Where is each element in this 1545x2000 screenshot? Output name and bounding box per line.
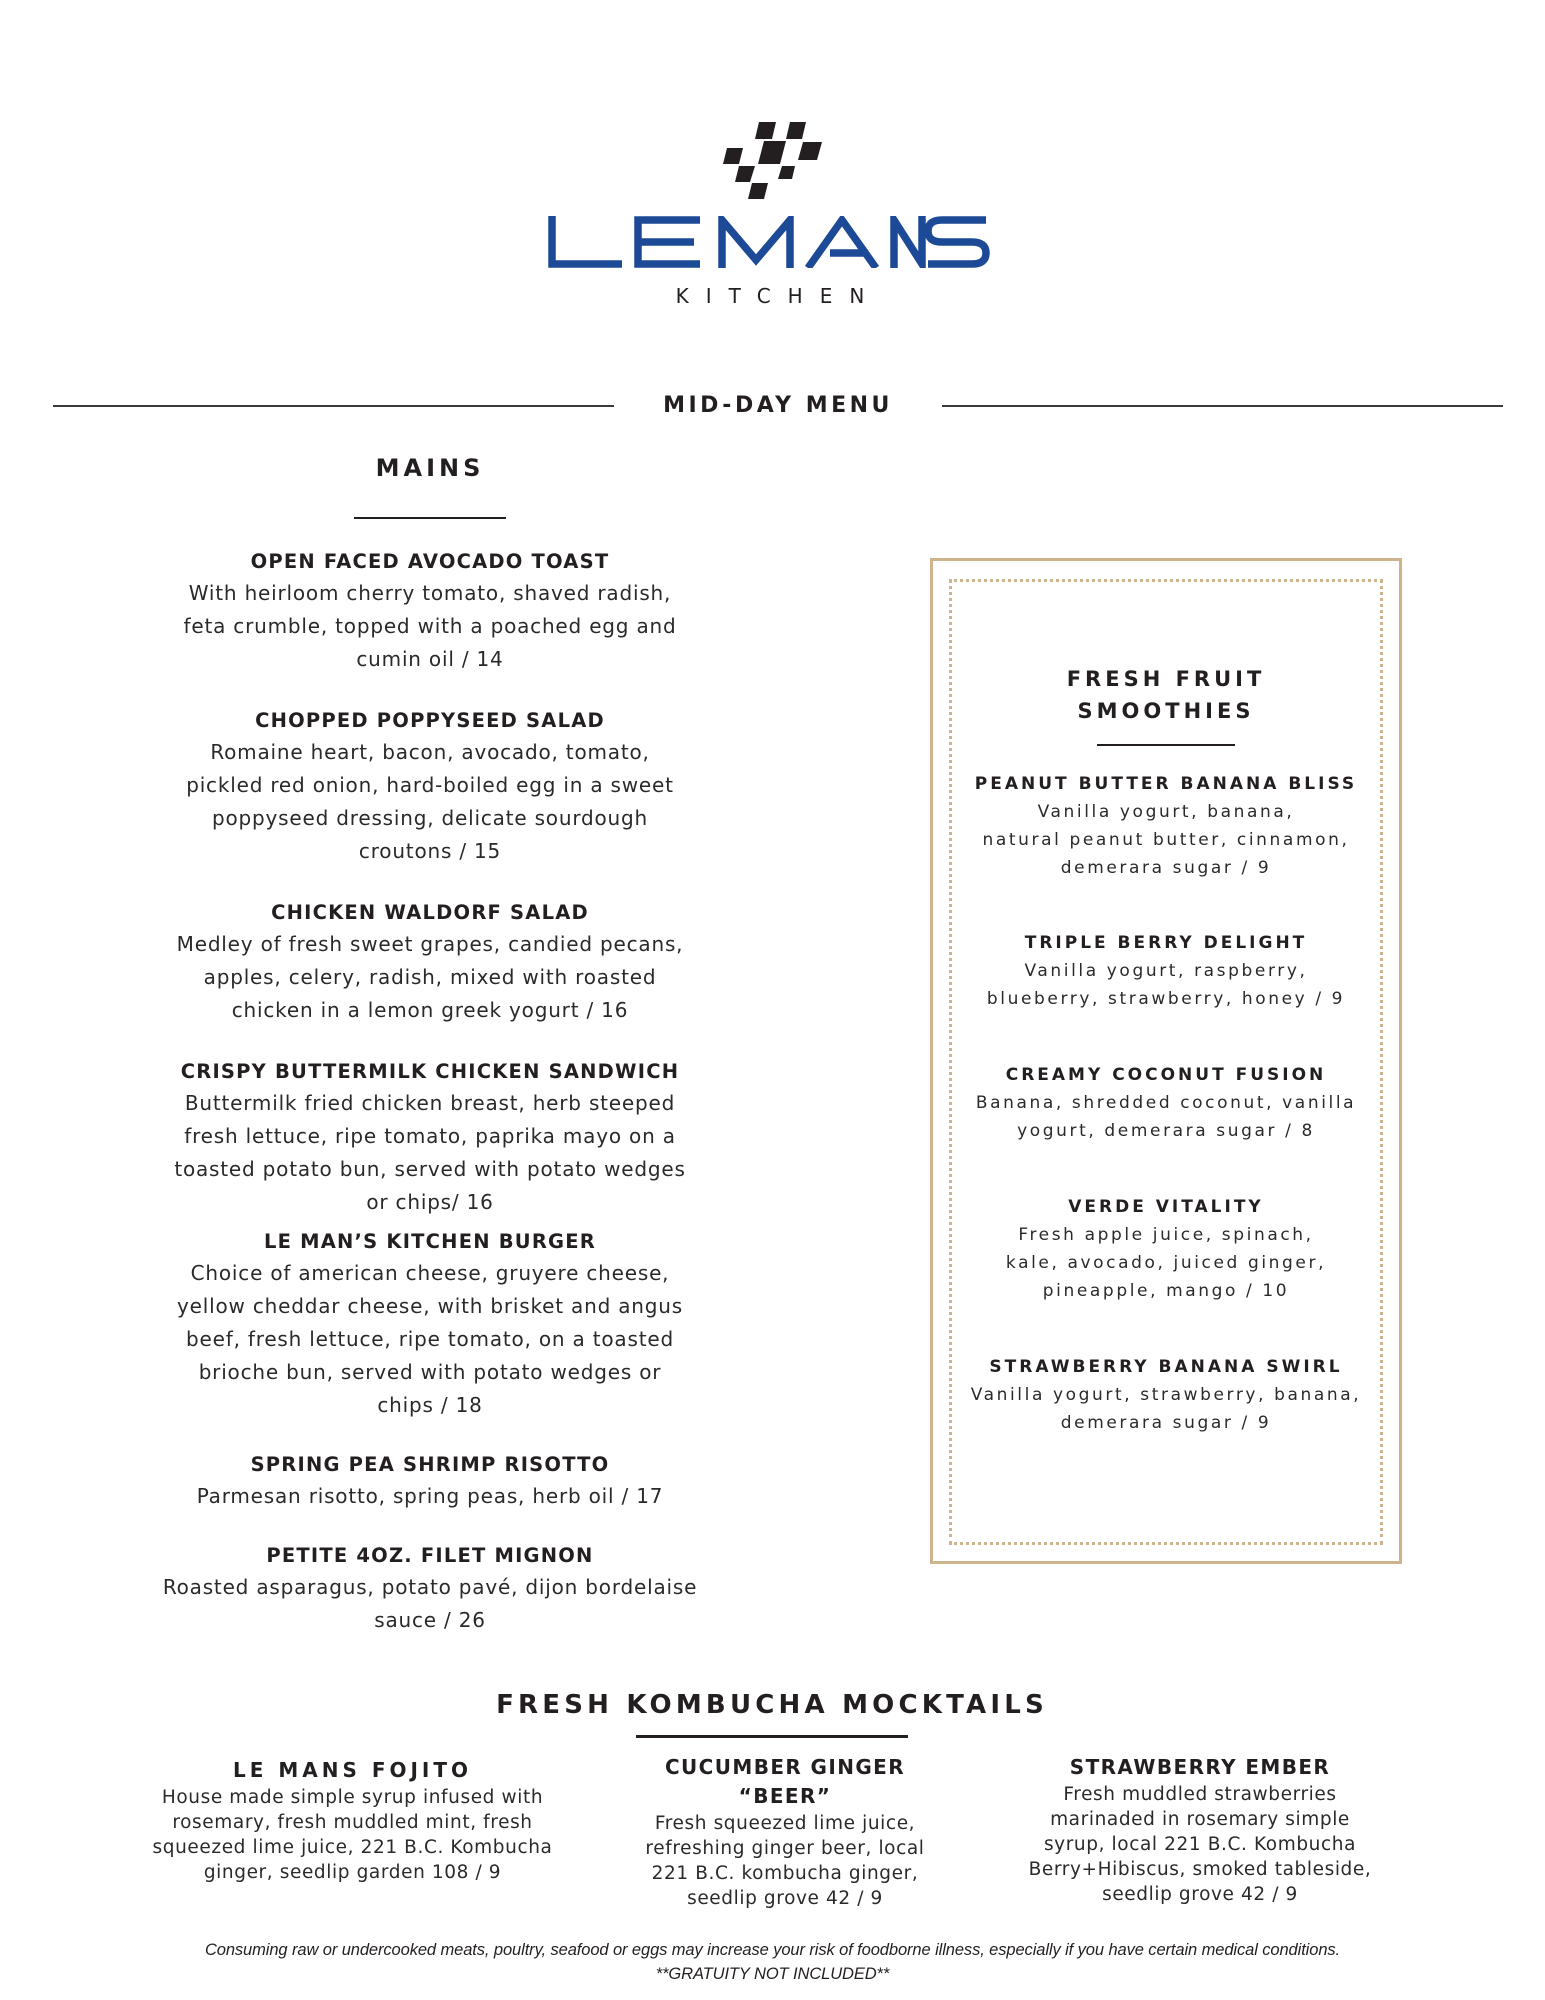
desc-line: refreshing ginger beer, local <box>645 1838 925 1859</box>
item-name: TRIPLE BERRY DELIGHT <box>1024 933 1308 953</box>
item-description <box>140 1087 720 1219</box>
item-name <box>140 1756 565 1785</box>
desc-line: croutons / 15 <box>358 839 502 863</box>
title-line: SMOOTHIES <box>1077 699 1255 723</box>
desc-line: Buttermilk fried chicken breast, herb steeped <box>184 1091 676 1115</box>
desc-line: beef, fresh lettuce, ripe tomato, on a toasted <box>186 1327 674 1351</box>
desc-line: natural peanut butter, cinnamon, <box>982 830 1350 850</box>
desc-line: With heirloom cherry tomato, shaved radish, <box>188 581 672 605</box>
desc-line: demerara sugar / 9 <box>1060 858 1272 878</box>
desc-line: Vanilla yogurt, banana, <box>1037 802 1295 822</box>
kombucha-title: FRESH KOMBUCHA MOCKTAILS <box>496 1690 1048 1720</box>
item-name: PEANUT BUTTER BANANA BLISS <box>974 774 1358 794</box>
desc-line: ginger, seedlip garden 108 / 9 <box>203 1862 502 1883</box>
mains-section <box>140 450 720 1637</box>
checkered-flag-icon <box>700 110 830 210</box>
item-description <box>933 1089 1399 1145</box>
smoothie-item <box>933 770 1399 882</box>
menu-item <box>140 1057 720 1219</box>
item-name <box>1010 1753 1390 1782</box>
desc-line: yogurt, demerara sugar / 8 <box>1017 1121 1315 1141</box>
desc-line: House made simple syrup infused with <box>161 1787 544 1808</box>
item-name: VERDE VITALITY <box>1068 1197 1264 1217</box>
desc-line: rosemary, fresh muddled mint, fresh <box>172 1812 533 1833</box>
desc-line: blueberry, strawberry, honey / 9 <box>986 989 1346 1009</box>
item-name: CREAMY COCONUT FUSION <box>1005 1065 1327 1085</box>
desc-line: Vanilla yogurt, raspberry, <box>1024 961 1308 981</box>
desc-line: sauce / 26 <box>374 1608 486 1632</box>
item-name: LE MAN’S KITCHEN BURGER <box>264 1230 596 1253</box>
menu-item <box>140 898 720 1027</box>
item-description <box>140 1257 720 1422</box>
kombucha-title-underline <box>636 1735 908 1738</box>
desc-line: chips / 18 <box>377 1393 483 1417</box>
desc-line: Berry+Hibiscus, smoked tableside, <box>1028 1859 1372 1880</box>
desc-line: Fresh apple juice, spinach, <box>1018 1225 1314 1245</box>
desc-line: fresh lettuce, ripe tomato, paprika mayo on a <box>184 1124 676 1148</box>
desc-line: poppyseed dressing, delicate sourdough <box>212 806 648 830</box>
name-line: “BEER” <box>738 1784 832 1808</box>
smoothie-item <box>933 929 1399 1013</box>
desc-line: demerara sugar / 9 <box>1060 1413 1272 1433</box>
desc-line: Medley of fresh sweet grapes, candied pecans, <box>176 932 684 956</box>
desc-line: Parmesan risotto, spring peas, herb oil / 17 <box>196 1484 664 1508</box>
item-description <box>140 928 720 1027</box>
item-name: PETITE 4OZ. FILET MIGNON <box>266 1544 594 1567</box>
desc-line: pickled red onion, hard-boiled egg in a sweet <box>186 773 674 797</box>
desc-line: Banana, shredded coconut, vanilla <box>975 1093 1357 1113</box>
mains-title: MAINS <box>375 454 485 482</box>
desc-line: Fresh muddled strawberries <box>1063 1784 1337 1805</box>
desc-line: Vanilla yogurt, strawberry, banana, <box>970 1385 1362 1405</box>
item-description <box>933 957 1399 1013</box>
item-description <box>140 1480 720 1513</box>
name-line: CUCUMBER GINGER <box>664 1755 906 1779</box>
item-description <box>140 1571 720 1637</box>
mocktail-item <box>620 1753 950 1911</box>
smoothie-item <box>933 1061 1399 1145</box>
desc-line: Romaine heart, bacon, avocado, tomato, <box>210 740 650 764</box>
item-description <box>933 798 1399 882</box>
desc-line: feta crumble, topped with a poached egg and <box>183 614 677 638</box>
name-line: STRAWBERRY EMBER <box>1069 1755 1331 1779</box>
desc-line: squeezed lime juice, 221 B.C. Kombucha <box>152 1837 553 1858</box>
item-description <box>1010 1782 1390 1907</box>
title-line: FRESH FRUIT <box>1066 667 1266 691</box>
name-line: LE MANS FOJITO <box>232 1758 473 1782</box>
food-safety-notice: Consuming raw or undercooked meats, poultry, seafood or eggs may increase your risk of foodborne illness, especially if you have certain medical conditions. <box>204 1941 1341 1959</box>
brand-wordmark <box>548 216 990 268</box>
item-name: CHICKEN WALDORF SALAD <box>271 901 589 924</box>
desc-line: seedlip grove 42 / 9 <box>687 1888 883 1909</box>
desc-line: syrup, local 221 B.C. Kombucha <box>1043 1834 1357 1855</box>
item-name: OPEN FACED AVOCADO TOAST <box>250 550 610 573</box>
desc-line: Roasted asparagus, potato pavé, dijon bordelaise <box>162 1575 698 1599</box>
item-description <box>933 1381 1399 1437</box>
divider-left <box>53 405 614 407</box>
smoothie-item <box>933 1353 1399 1437</box>
item-description <box>140 1785 565 1885</box>
desc-line: kale, avocado, juiced ginger, <box>1005 1253 1327 1273</box>
smoothies-title <box>933 663 1399 727</box>
menu-item <box>140 547 720 676</box>
menu-title: MID-DAY MENU <box>663 393 893 418</box>
mains-title-underline <box>354 517 506 519</box>
item-name <box>620 1753 950 1811</box>
item-name: STRAWBERRY BANANA SWIRL <box>989 1357 1343 1377</box>
desc-line: Choice of american cheese, gruyere cheese, <box>190 1261 670 1285</box>
divider-right <box>942 405 1503 407</box>
mocktail-item <box>140 1756 565 1885</box>
desc-line: or chips/ 16 <box>366 1190 494 1214</box>
desc-line: 221 B.C. kombucha ginger, <box>651 1863 919 1884</box>
smoothies-section <box>933 663 1399 1437</box>
desc-line: seedlip grove 42 / 9 <box>1102 1884 1298 1905</box>
smoothies-title-underline <box>1097 744 1235 746</box>
desc-line: apples, celery, radish, mixed with roasted <box>203 965 657 989</box>
footer-disclaimer <box>40 1938 1505 1986</box>
item-name: SPRING PEA SHRIMP RISOTTO <box>250 1453 610 1476</box>
desc-line: chicken in a lemon greek yogurt / 16 <box>231 998 629 1022</box>
item-name: CHOPPED POPPYSEED SALAD <box>255 709 605 732</box>
brand-subtitle: KITCHEN <box>675 284 882 308</box>
item-description <box>933 1221 1399 1305</box>
desc-line: marinaded in rosemary simple <box>1050 1809 1350 1830</box>
desc-line: pineapple, mango / 10 <box>1042 1281 1290 1301</box>
desc-line: toasted potato bun, served with potato wedges <box>174 1157 686 1181</box>
menu-item <box>140 1450 720 1513</box>
mocktail-item <box>1010 1753 1390 1907</box>
item-description <box>620 1811 950 1911</box>
menu-item <box>140 706 720 868</box>
gratuity-notice: **GRATUITY NOT INCLUDED** <box>655 1965 890 1983</box>
desc-line: yellow cheddar cheese, with brisket and angus <box>177 1294 683 1318</box>
desc-line: brioche bun, served with potato wedges or <box>198 1360 662 1384</box>
menu-item <box>140 1541 720 1637</box>
desc-line: Fresh squeezed lime juice, <box>654 1813 916 1834</box>
item-description <box>140 577 720 676</box>
smoothies-box <box>930 558 1402 1564</box>
item-description <box>140 736 720 868</box>
desc-line: cumin oil / 14 <box>356 647 504 671</box>
menu-item <box>140 1227 720 1422</box>
smoothie-item <box>933 1193 1399 1305</box>
item-name: CRISPY BUTTERMILK CHICKEN SANDWICH <box>180 1060 680 1083</box>
